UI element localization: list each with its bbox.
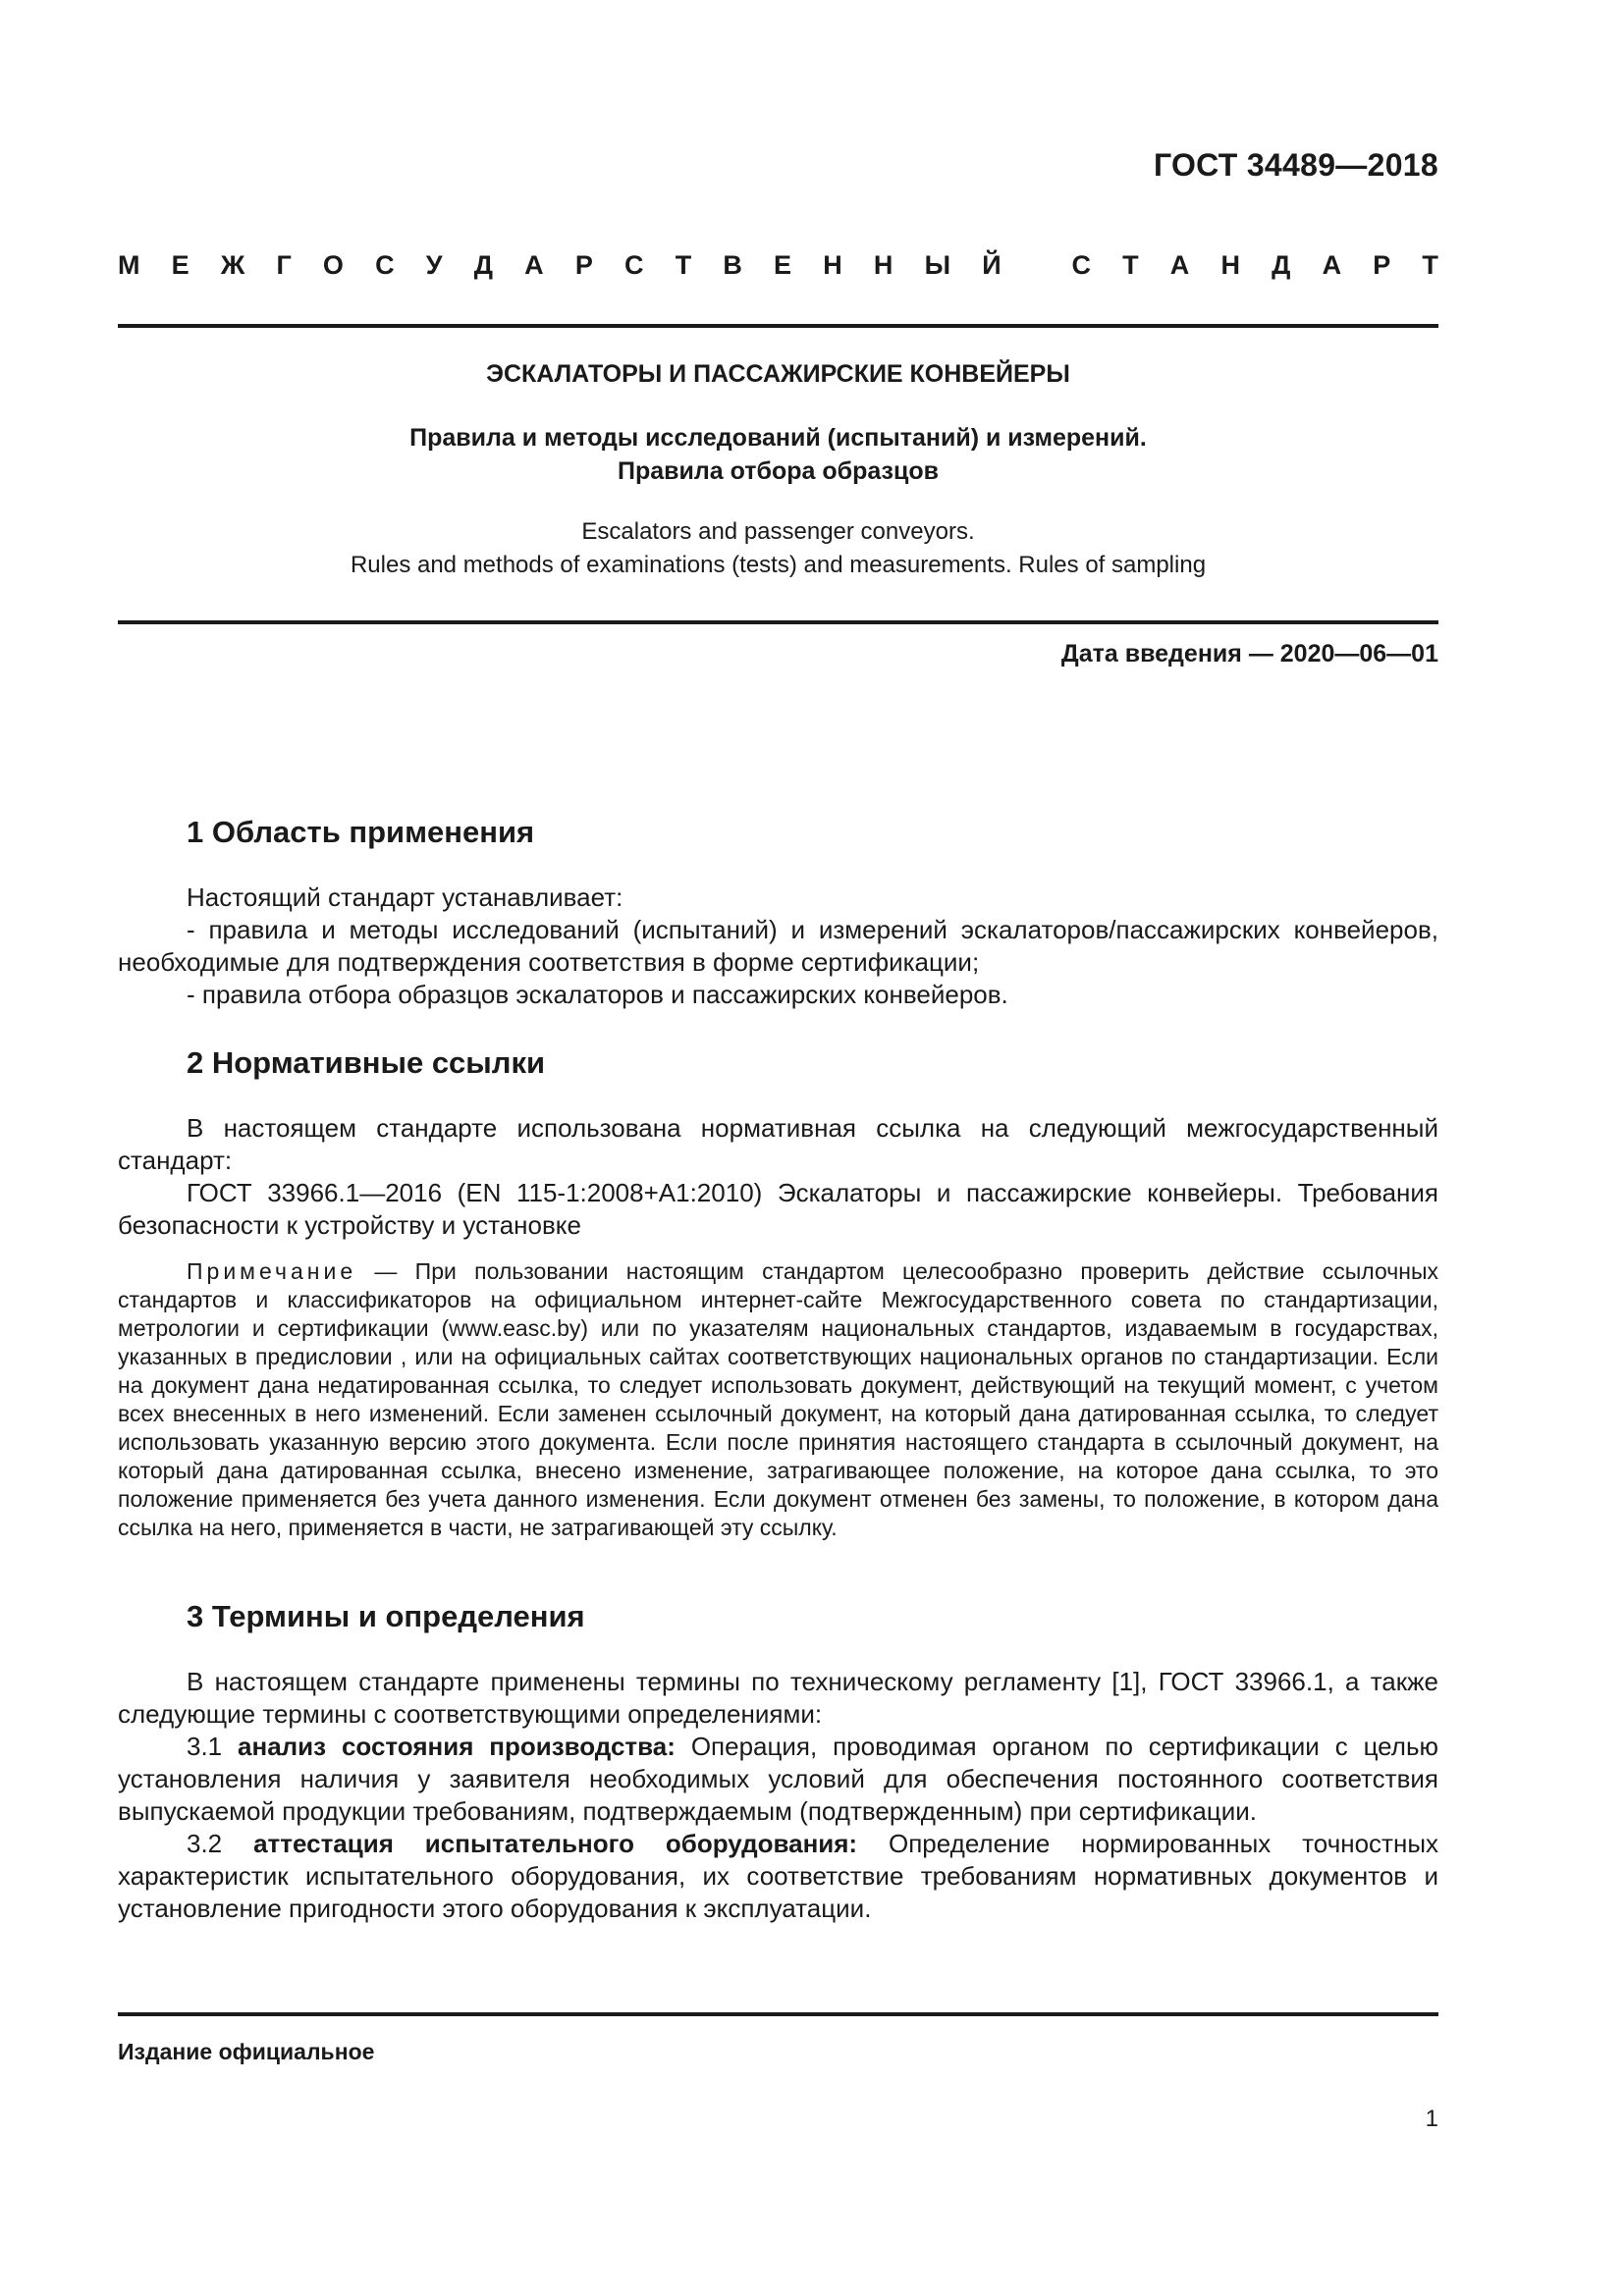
banner-gap	[1033, 250, 1041, 281]
document-title: ЭСКАЛАТОРЫ И ПАССАЖИРСКИЕ КОНВЕЙЕРЫ	[486, 360, 1070, 388]
section-heading: 3 Термины и определения	[187, 1599, 585, 1633]
banner-letter: Р	[1373, 250, 1391, 280]
term-definition	[118, 1731, 1438, 1828]
reference-entry: ГОСТ 33966.1—2016 (EN 115-1:2008+A1:2010) Эскалаторы и пассажирские конвейеры. Требования безопасности к устройству и установке	[118, 1178, 1438, 1240]
document-body	[118, 805, 1438, 1925]
banner-letter: А	[1169, 250, 1190, 280]
banner-letter: Е	[171, 250, 189, 280]
section-heading: 1 Область применения	[187, 815, 535, 849]
title-divider	[118, 620, 1438, 624]
term-text: Операция, проводимая органом по сертификации с целью установления наличия у заявителя необходимых условий для обеспечения постоянного соответствия выпускаемой продукции требованиям, подтверждаемым (подтвержденным) при сертификации.	[118, 1732, 1438, 1826]
banner-letter: Й	[982, 250, 1001, 280]
english-title-line-2: Rules and methods of examinations (tests) and measurements. Rules of sampling	[350, 552, 1207, 578]
banner-letter: Е	[774, 250, 792, 280]
banner-letter: Т	[1122, 250, 1139, 280]
banner-letter: А	[524, 250, 544, 280]
subtitle-line-1: Правила и методы исследований (испытаний) и измерений.	[409, 424, 1147, 452]
section-scope	[118, 813, 1438, 1011]
banner-letter: Н	[1220, 250, 1240, 280]
term-number: 3.2	[187, 1829, 254, 1858]
document-subtitle	[118, 421, 1438, 488]
banner-letter: Ж	[220, 250, 245, 280]
paragraph: Настоящий стандарт устанавливает:	[187, 882, 623, 912]
term-name: анализ состояния производства:	[238, 1732, 676, 1761]
footer-divider	[118, 2012, 1438, 2016]
term-number: 3.1	[187, 1732, 239, 1761]
list-item: - правила отбора образцов эскалаторов и пассажирских конвейеров.	[187, 980, 1008, 1009]
interstate-standard-banner	[118, 250, 1438, 281]
title-block	[118, 359, 1438, 582]
note-label: Примечание	[187, 1258, 357, 1284]
term-definition	[118, 1828, 1438, 1925]
english-title	[118, 515, 1438, 582]
official-edition-label: Издание официальное	[118, 2039, 375, 2064]
banner-letter: А	[1322, 250, 1342, 280]
banner-letter: Д	[1272, 250, 1291, 280]
banner-letter: С	[375, 250, 395, 280]
note	[118, 1257, 1438, 1542]
english-title-line-1: Escalators and passenger conveyors.	[581, 518, 975, 545]
banner-letter: Т	[1422, 250, 1438, 280]
banner-letter: С	[624, 250, 644, 280]
section-normative-references	[118, 1043, 1438, 1542]
section-terms	[118, 1597, 1438, 1925]
term-text: Определение нормированных точностных характеристик испытательного оборудования, их соответствие требованиям нормативных документов и установление пригодности этого оборудования к эксплуатации.	[118, 1829, 1439, 1923]
paragraph: В настоящем стандарте применены термины по техническому регламенту [1], ГОСТ 33966.1, а также следующие термины с соответствующими определениями:	[118, 1667, 1438, 1729]
banner-letter: М	[118, 250, 140, 280]
section-heading: 2 Нормативные ссылки	[187, 1045, 546, 1080]
banner-letter: Ы	[924, 250, 951, 280]
banner-letter: О	[322, 250, 344, 280]
banner-letter: У	[425, 250, 443, 280]
banner-letter: Н	[823, 250, 842, 280]
list-item: - правила и методы исследований (испытаний) и измерений эскалаторов/пассажирских конвейеров, необходимые для подтверждения соответствия в форме сертификации;	[118, 915, 1438, 977]
page-number: 1	[1425, 2106, 1438, 2132]
document-number: ГОСТ 34489—2018	[1153, 147, 1438, 183]
top-divider	[118, 324, 1438, 328]
banner-letter: С	[1071, 250, 1091, 280]
banner-letter: Н	[873, 250, 893, 280]
note-text: — При пользовании настоящим стандартом целесообразно проверить действие ссылочных стандартов и классификаторов на официальном интернет-сайте Межгосударственного совета по стандартизации, метрологии и сертификации (www.easc.by) или по указателям национальных стандартов, издаваемым в государствах, указанных в предисловии , или на официальных сайтах соответствующих национальных органов по стандартизации. Если на документ дана недатированная ссылка, то следует использовать документ, действующий на текущий момент, с учетом всех внесенных в него изменений. Если заменен ссылочный документ, на который дана датированная ссылка, то следует использовать указанную версию этого документа. Если после принятия настоящего стандарта в ссылочный документ, на который дана датированная ссылка, внесено изменение, затрагивающее положение, на которое дана ссылка, то это положение применяется без учета данного изменения. Если документ отменен без замены, то положение, в котором дана ссылка на него, применяется в части, не затрагивающей эту ссылку.	[118, 1258, 1438, 1540]
term-name: аттестация испытательного оборудования:	[253, 1829, 858, 1858]
banner-letter: Т	[675, 250, 692, 280]
banner-letter: Г	[276, 250, 292, 280]
introduction-date: Дата введения — 2020—06—01	[1060, 640, 1438, 667]
document-page	[118, 0, 1438, 2296]
paragraph: В настоящем стандарте использована нормативная ссылка на следующий межгосударственный стандарт:	[118, 1113, 1438, 1175]
subtitle-line-2: Правила отбора образцов	[618, 457, 939, 485]
banner-letter: В	[723, 250, 742, 280]
banner-letter: Р	[574, 250, 593, 280]
banner-letter: Д	[473, 250, 493, 280]
